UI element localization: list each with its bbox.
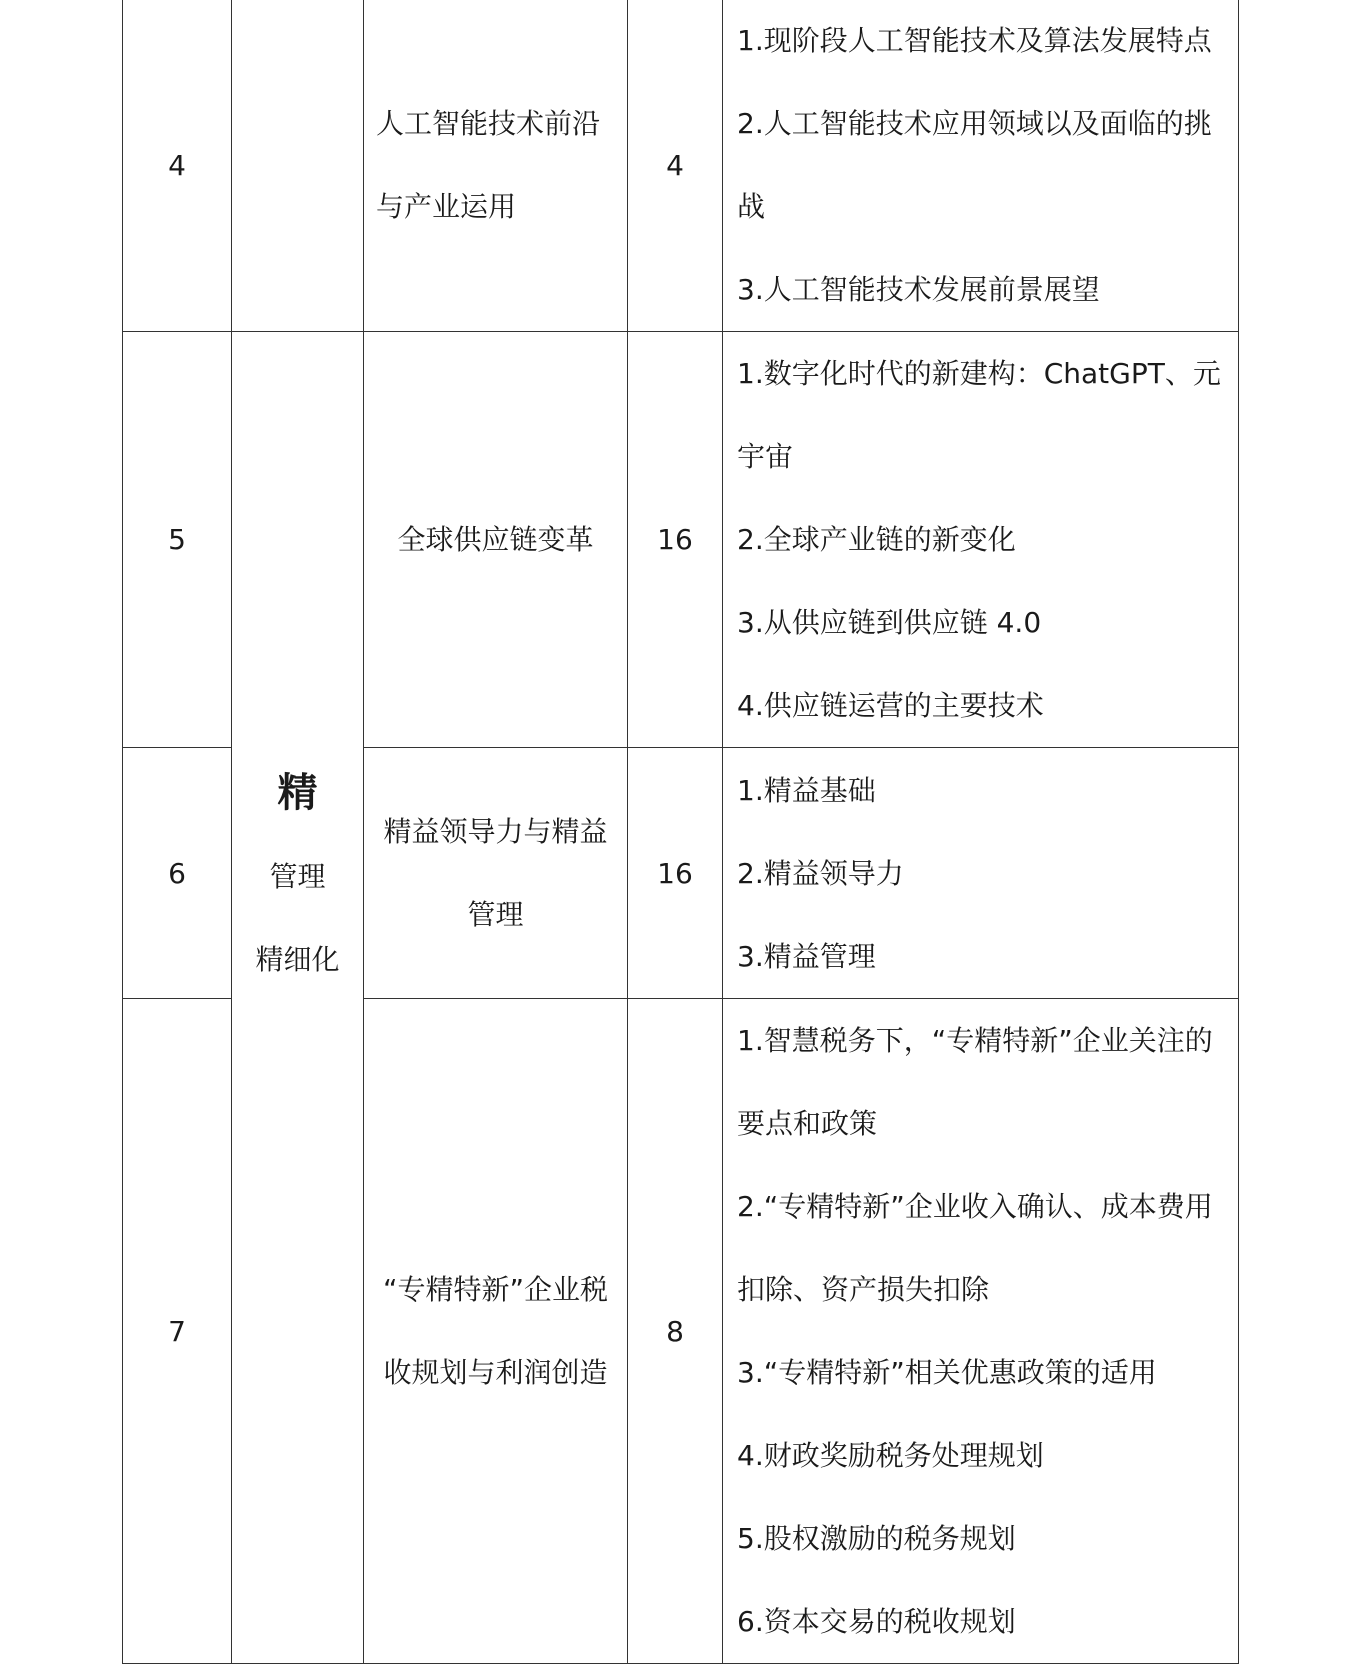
module-title: 精 bbox=[277, 770, 318, 816]
content-item: 1.现阶段人工智能技术及算法发展特点 bbox=[737, 24, 1212, 57]
content-item: 5.股权激励的税务规划 bbox=[737, 1522, 1016, 1555]
module-line: 精细化 bbox=[255, 943, 340, 976]
course-name: 精益领导力与精益管理 bbox=[364, 748, 628, 999]
table-row bbox=[123, 332, 1239, 748]
content-item: 3.从供应链到供应链 4.0 bbox=[737, 606, 1042, 639]
course-hours: 8 bbox=[628, 999, 723, 1664]
content-item: 1.精益基础 bbox=[737, 773, 876, 807]
course-table bbox=[122, 0, 1239, 1664]
content-item: 2.全球产业链的新变化 bbox=[737, 523, 1016, 556]
course-hours: 16 bbox=[628, 332, 723, 748]
content-item: 4.财政奖励税务处理规划 bbox=[737, 1439, 1044, 1472]
content-item: 3.人工智能技术发展前景展望 bbox=[737, 273, 1100, 306]
course-hours: 4 bbox=[628, 0, 723, 332]
row-number: 4 bbox=[123, 0, 232, 332]
module-cell bbox=[232, 332, 364, 1664]
course-content bbox=[723, 0, 1239, 332]
row-number: 6 bbox=[123, 748, 232, 999]
content-item: 1.数字化时代的新建构：ChatGPT、元宇宙 bbox=[737, 357, 1221, 473]
content-item: 3.精益管理 bbox=[737, 939, 876, 973]
table-row bbox=[123, 0, 1239, 332]
row-number: 5 bbox=[123, 332, 232, 748]
module-line: 管理 bbox=[269, 860, 326, 893]
course-hours: 16 bbox=[628, 748, 723, 999]
course-name: 人工智能技术前沿与产业运用 bbox=[364, 0, 628, 332]
content-item: 1.智慧税务下，“专精特新”企业关注的要点和政策 bbox=[737, 1024, 1213, 1140]
row-number: 7 bbox=[123, 999, 232, 1664]
content-item: 6.资本交易的税收规划 bbox=[737, 1605, 1016, 1638]
content-item: 2.“专精特新”企业收入确认、成本费用扣除、资产损失扣除 bbox=[737, 1190, 1213, 1306]
content-item: 2.人工智能技术应用领域以及面临的挑战 bbox=[737, 107, 1212, 223]
course-content bbox=[723, 332, 1239, 748]
content-item: 3.“专精特新”相关优惠政策的适用 bbox=[737, 1356, 1157, 1389]
module-cell-empty bbox=[232, 0, 364, 332]
course-name: 全球供应链变革 bbox=[364, 332, 628, 748]
content-item: 2.精益领导力 bbox=[737, 856, 904, 890]
course-name: “专精特新”企业税收规划与利润创造 bbox=[364, 999, 628, 1664]
course-content bbox=[723, 748, 1239, 999]
content-item: 4.供应链运营的主要技术 bbox=[737, 689, 1044, 722]
course-content bbox=[723, 999, 1239, 1664]
